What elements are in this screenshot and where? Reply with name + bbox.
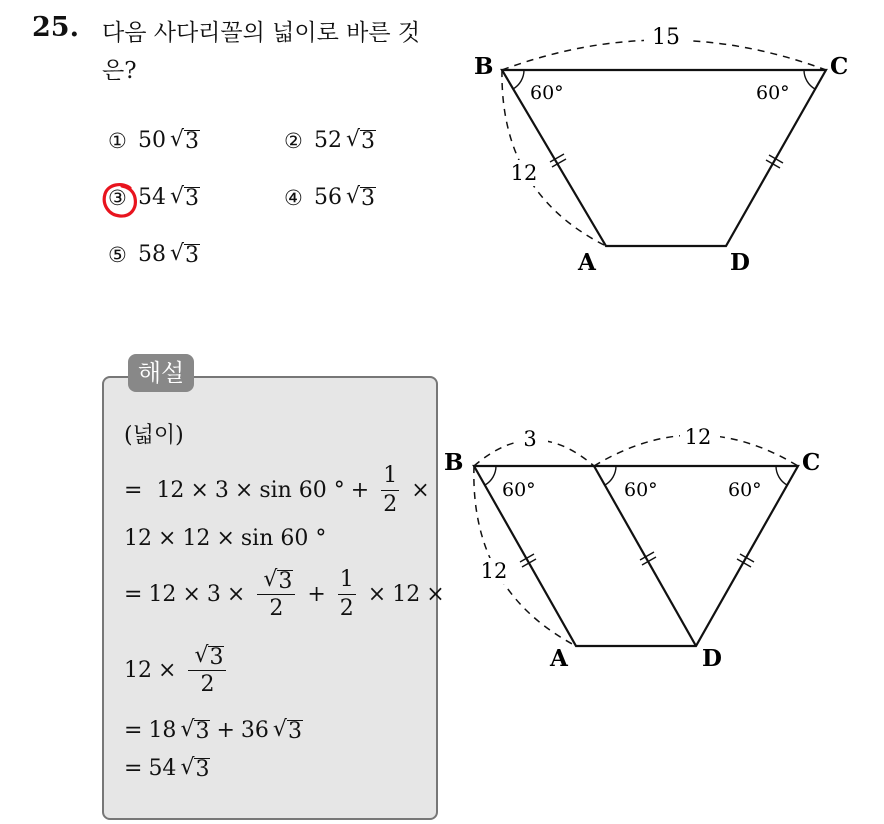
- denominator: 2: [269, 596, 284, 621]
- vertex-b-label: B: [474, 53, 494, 80]
- answer-mark-circle: [100, 180, 140, 220]
- denominator: 2: [383, 492, 398, 517]
- solution-line-2: [124, 462, 436, 519]
- choice-coef: 52: [314, 128, 342, 153]
- numerator: 1: [381, 462, 399, 491]
- times: ×: [226, 582, 246, 607]
- value: 12: [182, 526, 211, 551]
- angle-b-label: 60°: [502, 479, 536, 501]
- equals: =: [124, 478, 143, 503]
- sqrt-symbol: √ 3: [180, 716, 210, 744]
- sqrt-symbol: √ 3: [170, 240, 200, 268]
- top-length-label: 15: [652, 25, 680, 50]
- choice-number: ③: [108, 185, 127, 210]
- question-text: 다음 사다리꼴의 넓이로 바른 것은?: [102, 20, 421, 84]
- choice-coef: 56: [314, 185, 342, 210]
- sqrt-symbol: √ 3: [170, 183, 200, 211]
- angle-arc-b: [513, 70, 524, 89]
- vertex-c-label: C: [830, 53, 849, 80]
- times: ×: [216, 526, 235, 551]
- angle-arc-c: [776, 466, 787, 485]
- numerator: 1: [338, 566, 356, 595]
- trapezoid-solution-figure: [440, 420, 860, 680]
- value: 12: [148, 582, 177, 607]
- times: ×: [158, 658, 177, 683]
- times: ×: [182, 582, 201, 607]
- plus: +: [307, 582, 326, 607]
- angle-c-label: 60°: [756, 82, 790, 104]
- value: 54: [148, 756, 177, 781]
- vertex-b-label: B: [444, 449, 464, 476]
- vertex-a-label: A: [578, 249, 596, 276]
- sqrt-symbol: √ 3: [346, 183, 376, 211]
- vertex-d-label: D: [702, 645, 722, 672]
- choice-4[interactable]: [284, 185, 376, 210]
- choice-coef: 54: [138, 185, 166, 210]
- radicand: 3: [195, 718, 210, 744]
- top-right-length-label: 12: [684, 425, 712, 449]
- sqrt-symbol: √ 3: [263, 567, 293, 594]
- plus: +: [350, 478, 370, 503]
- times: ×: [426, 582, 445, 607]
- value: 3: [206, 582, 221, 607]
- equals: =: [124, 756, 143, 781]
- times: ×: [367, 582, 387, 607]
- choice-radicand: 3: [185, 185, 200, 211]
- sqrt-symbol: √ 3: [194, 643, 224, 670]
- times: ×: [411, 478, 430, 503]
- solution-line-4: [124, 566, 451, 623]
- trapezoid-figure: [460, 18, 860, 280]
- question-number: 25.: [32, 12, 79, 43]
- choice-radicand: 3: [185, 128, 200, 154]
- choice-5[interactable]: [108, 242, 200, 267]
- angle-c-label: 60°: [728, 479, 762, 501]
- solution-line-1: [124, 418, 184, 449]
- choice-number: ⑤: [108, 242, 127, 267]
- value: 18: [148, 718, 177, 743]
- sqrt-symbol: √ 3: [170, 126, 200, 154]
- angle-arc-c: [804, 70, 815, 89]
- choice-radicand: 3: [361, 185, 376, 211]
- solution-line-7: [124, 756, 210, 781]
- choice-2[interactable]: [284, 128, 376, 153]
- choice-number: ④: [284, 185, 303, 210]
- value: 3: [214, 478, 229, 503]
- value: 12: [156, 478, 185, 503]
- solution-line-3: [124, 526, 326, 551]
- sqrt-symbol: √ 3: [346, 126, 376, 154]
- equals: =: [124, 718, 143, 743]
- value: 36: [240, 718, 269, 743]
- fraction-half: [338, 566, 356, 623]
- angle-b-label: 60°: [530, 82, 564, 104]
- sin-term: sin 60 °: [259, 478, 345, 503]
- top-left-length-label: 3: [523, 427, 537, 451]
- fraction-sqrt3-over-2: [257, 566, 295, 623]
- vertex-d-label: D: [730, 249, 750, 276]
- choice-radicand: 3: [361, 128, 376, 154]
- area-label: (넓이): [124, 423, 184, 448]
- choice-number: ②: [284, 128, 303, 153]
- solution-line-5: [124, 642, 232, 699]
- sqrt-symbol: √ 3: [180, 754, 210, 782]
- plus: +: [216, 718, 235, 743]
- solution-line-6: [124, 718, 303, 743]
- angle-arc-mid: [605, 466, 616, 485]
- angle-arc-b: [485, 466, 496, 485]
- fraction-half: [381, 462, 399, 519]
- solution-tag: 해설: [128, 354, 194, 392]
- vertex-c-label: C: [802, 449, 821, 476]
- side-length-label: 12: [480, 559, 508, 583]
- denominator: 2: [339, 596, 354, 621]
- value: 12: [124, 658, 152, 683]
- times: ×: [234, 478, 254, 503]
- fraction-sqrt3-over-2: [188, 642, 226, 699]
- radicand: 3: [287, 718, 302, 744]
- choice-coef: 50: [138, 128, 166, 153]
- value: 12: [392, 582, 421, 607]
- choice-number: ①: [108, 128, 127, 153]
- times: ×: [190, 478, 209, 503]
- angle-mid-label: 60°: [624, 479, 658, 501]
- radicand: 3: [195, 756, 210, 782]
- side-length-label: 12: [510, 161, 538, 185]
- radicand: 3: [209, 645, 224, 670]
- equals: =: [124, 582, 143, 607]
- vertex-a-label: A: [550, 645, 568, 672]
- times: ×: [158, 526, 177, 551]
- choice-radicand: 3: [185, 242, 200, 268]
- choice-coef: 58: [138, 242, 166, 267]
- denominator: 2: [200, 672, 215, 697]
- radicand: 3: [278, 569, 293, 594]
- sqrt-symbol: √ 3: [272, 716, 302, 744]
- choice-1[interactable]: [108, 128, 200, 153]
- value: 12: [124, 526, 152, 551]
- sin-term: sin 60 °: [240, 526, 327, 551]
